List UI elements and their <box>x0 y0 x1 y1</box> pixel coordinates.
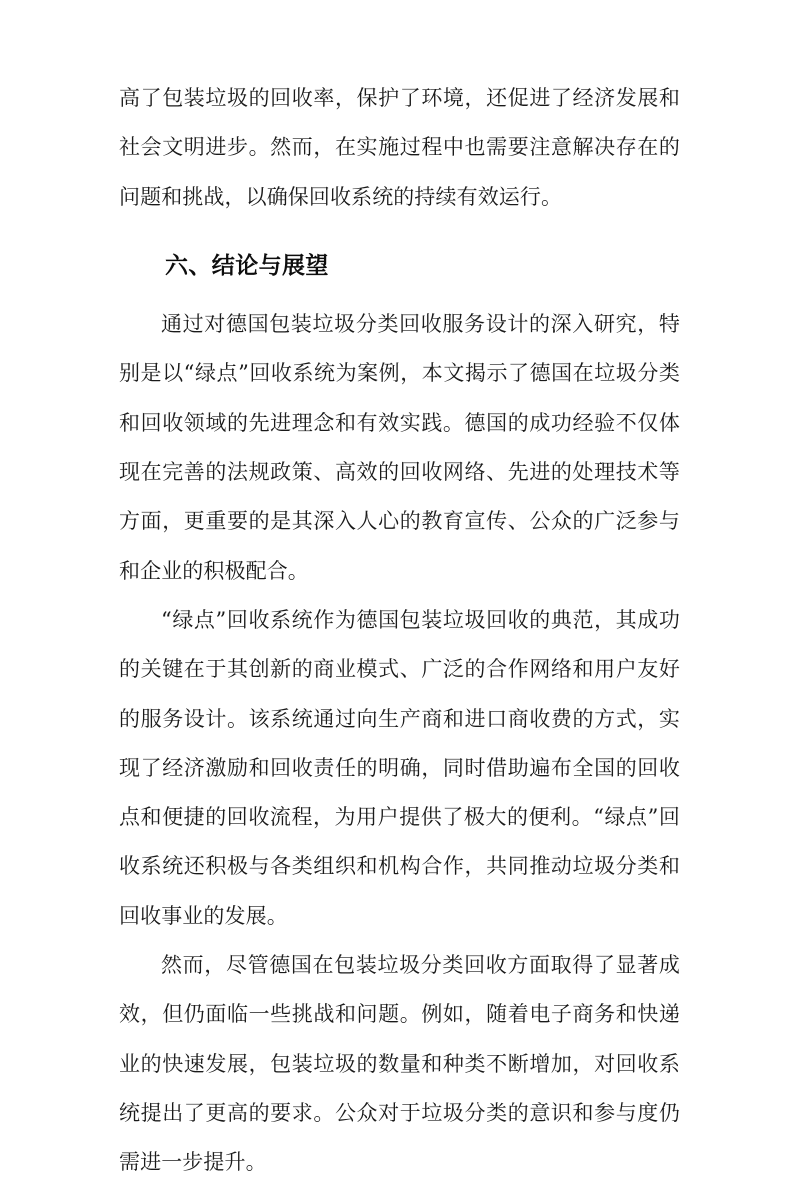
paragraph-green-dot-system: “绿点”回收系统作为德国包装垃圾回收的典范，其成功的关键在于其创新的商业模式、广泛的合作网络和用户友好的服务设计。该系统通过向生产商和进口商收费的方式，实现了经济激励和回收责任的明确，同时借助遍布全国的回收点和便捷的回收流程，为用户提供了极大的便利。“绿点”回收系统还积极与各类组织和机构合作，共同推动垃圾分类和回收事业的发展。 <box>119 607 680 928</box>
paragraph-challenges: 然而，尽管德国在包装垃圾分类回收方面取得了显著成效，但仍面临一些挑战和问题。例如，随着电子商务和快递业的快速发展，包装垃圾的数量和种类不断增加，对回收系统提出了更高的要求。公众对于垃圾分类的意识和参与度仍需进一步提升。 <box>119 953 680 1175</box>
paragraph-continuation: 高了包装垃圾的回收率，保护了环境，还促进了经济发展和社会文明进步。然而，在实施过程中也需要注意解决存在的问题和挑战，以确保回收系统的持续有效运行。 <box>119 86 680 209</box>
paragraph-research-summary: 通过对德国包装垃圾分类回收服务设计的深入研究，特别是以“绿点”回收系统为案例，本文揭示了德国在垃圾分类和回收领域的先进理念和有效实践。德国的成功经验不仅体现在完善的法规政策、高效的回收网络、先进的处理技术等方面，更重要的是其深入人心的教育宣传、公众的广泛参与和企业的积极配合。 <box>119 312 680 583</box>
heading-top-spacer <box>119 222 680 242</box>
section-heading-conclusion: 六、结论与展望 <box>165 252 329 279</box>
page-content-area <box>119 74 680 1188</box>
heading-bottom-spacer <box>119 291 680 300</box>
